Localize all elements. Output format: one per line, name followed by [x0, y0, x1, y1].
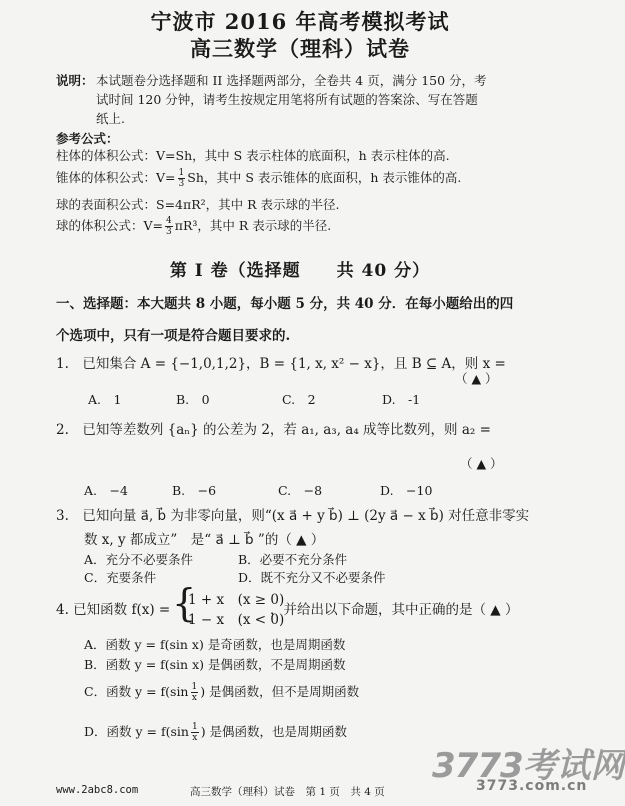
footer-page-info: 高三数学（理科）试卷 第 1 页 共 4 页	[190, 786, 385, 798]
site-logo-number: 3773	[432, 746, 523, 786]
formula-cone	[56, 164, 461, 192]
question-4-lead: 4. 已知函数 f(x) =	[56, 602, 171, 618]
question-1-answer-mark: （ ▲ ）	[455, 371, 498, 386]
part-one-heading: 第 I 卷（选择题 共 40 分）	[169, 261, 431, 281]
piecewise-brace: {	[172, 581, 197, 625]
question-2-option-b: B. −6	[172, 483, 217, 498]
formula-volume-label: 球的体积公式：	[56, 218, 144, 233]
question-4-option-d	[84, 718, 347, 746]
note-line-3: 纸上.	[96, 111, 125, 126]
question-1-option-b: B. 0	[176, 392, 210, 407]
formula-sphere-surface	[56, 195, 339, 213]
section-intro-line-2: 个选项中，只有一项是符合题目要求的.	[56, 328, 291, 344]
question-4-option-b: B．函数 y = f(sin x) 是偶函数，不是周期函数	[84, 657, 346, 672]
question-4-option-d-fraction	[191, 722, 199, 743]
note-line-2: 试时间 120 分钟，请考生按规定用笔将所有试题的答案涂、写在答题	[96, 92, 478, 107]
formula-volume-text: πR³，其中 R 表示球的半径.	[174, 218, 332, 233]
note-label: 说明：	[56, 73, 94, 88]
formula-cone-label: 锥体的体积公式：	[56, 170, 157, 185]
question-4-option-c-numerator: 1	[191, 682, 198, 692]
question-4-tail: ，并给出以下命题，其中正确的是（ ▲ ）	[270, 602, 519, 618]
question-2-option-a: A. −4	[84, 483, 128, 498]
question-3-option-c: C．充要条件	[84, 570, 157, 585]
formula-cone-fraction	[178, 168, 186, 189]
section-intro-line-1: 一、选择题：本大题共 8 小题，每小题 5 分，共 40 分．在每小题给出的四	[56, 296, 514, 312]
question-4-option-a: A．函数 y = f(sin x) 是奇函数，也是周期函数	[84, 637, 346, 652]
question-3-option-a: A．充分不必要条件	[84, 552, 194, 567]
question-1-option-d: D. -1	[382, 392, 421, 407]
formula-heading: 参考公式：	[56, 131, 119, 146]
formula-volume-fraction	[165, 216, 173, 237]
question-1-option-a: A. 1	[88, 392, 122, 407]
question-2-stem: 2. 已知等差数列 {aₙ} 的公差为 2，若 a₁, a₃, a₄ 成等比数列，则 a₂ =	[56, 422, 491, 438]
question-2-answer-mark: （ ▲ ）	[460, 456, 503, 471]
formula-cone-v: V=	[156, 170, 176, 185]
exam-title: 宁波市 2016 年高考模拟考试	[150, 9, 450, 34]
question-3-stem-line-1: 3. 已知向量 a⃗, b⃗ 为非零向量，则“(x a⃗ + y b⃗) ⊥ (2y a⃗ − x b⃗) 对任意非零实	[56, 508, 530, 524]
question-4-option-d-numerator: 1	[191, 722, 198, 732]
question-4-option-c-fraction	[191, 682, 199, 703]
formula-surface-label: 球的表面积公式：	[56, 197, 157, 212]
formula-prism-text: V=Sh，其中 S 表示柱体的底面积，h 表示柱体的高.	[156, 148, 450, 163]
question-4-option-c-denominator: x	[191, 693, 197, 703]
formula-cone-numerator: 1	[178, 168, 185, 178]
question-3-option-b: B．必要不充分条件	[238, 552, 348, 567]
footer-url: www.2abc8.com	[56, 784, 139, 796]
question-4-option-d-start: D．函数 y = f(sin	[84, 724, 189, 739]
question-2-option-c: C. −8	[278, 483, 323, 498]
question-2-option-d: D. −10	[380, 483, 433, 498]
question-4-option-c	[84, 678, 359, 706]
question-1-stem: 1. 已知集合 A = {−1,0,1,2}，B = {1, x, x² − x}，且 B ⊆ A，则 x =	[56, 356, 506, 372]
formula-cone-text: Sh，其中 S 表示锥体的底面积，h 表示锥体的高.	[187, 170, 462, 185]
question-4-option-d-end: ) 是偶函数，也是周期函数	[200, 724, 348, 739]
question-3-stem-line-2: 数 x, y 都成立” 是“ a⃗ ⊥ b⃗ ”的（ ▲ ）	[84, 532, 325, 548]
question-4-option-d-denominator: x	[192, 733, 198, 743]
formula-surface-text: S=4πR²，其中 R 表示球的半径.	[156, 197, 340, 212]
question-4-option-c-end: ) 是偶函数，但不是周期函数	[200, 684, 360, 699]
question-4-option-c-start: C．函数 y = f(sin	[84, 684, 189, 699]
site-logo-url: 3773.com.cn	[476, 778, 588, 794]
site-logo-text: 考试网	[522, 746, 625, 786]
question-4-case-1: 1 + x (x ≥ 0)	[188, 592, 285, 608]
question-3-option-d: D．既不充分又不必要条件	[238, 570, 386, 585]
exam-subtitle: 高三数学（理科）试卷	[190, 36, 410, 61]
note-line-1: 本试题卷分选择题和 II 选择题两部分，全卷共 4 页，满分 150 分，考	[96, 73, 487, 88]
question-4-case-2: 1 − x (x < 0)	[188, 612, 285, 628]
formula-volume-denominator: 3	[166, 227, 172, 237]
formula-prism-label: 柱体的体积公式：	[56, 148, 157, 163]
formula-volume-v: V=	[143, 218, 164, 233]
formula-prism	[56, 146, 450, 164]
question-1-option-c: C. 2	[282, 392, 316, 407]
formula-sphere-volume	[56, 212, 331, 240]
formula-volume-numerator: 4	[166, 216, 172, 226]
formula-cone-denominator: 3	[178, 179, 185, 189]
